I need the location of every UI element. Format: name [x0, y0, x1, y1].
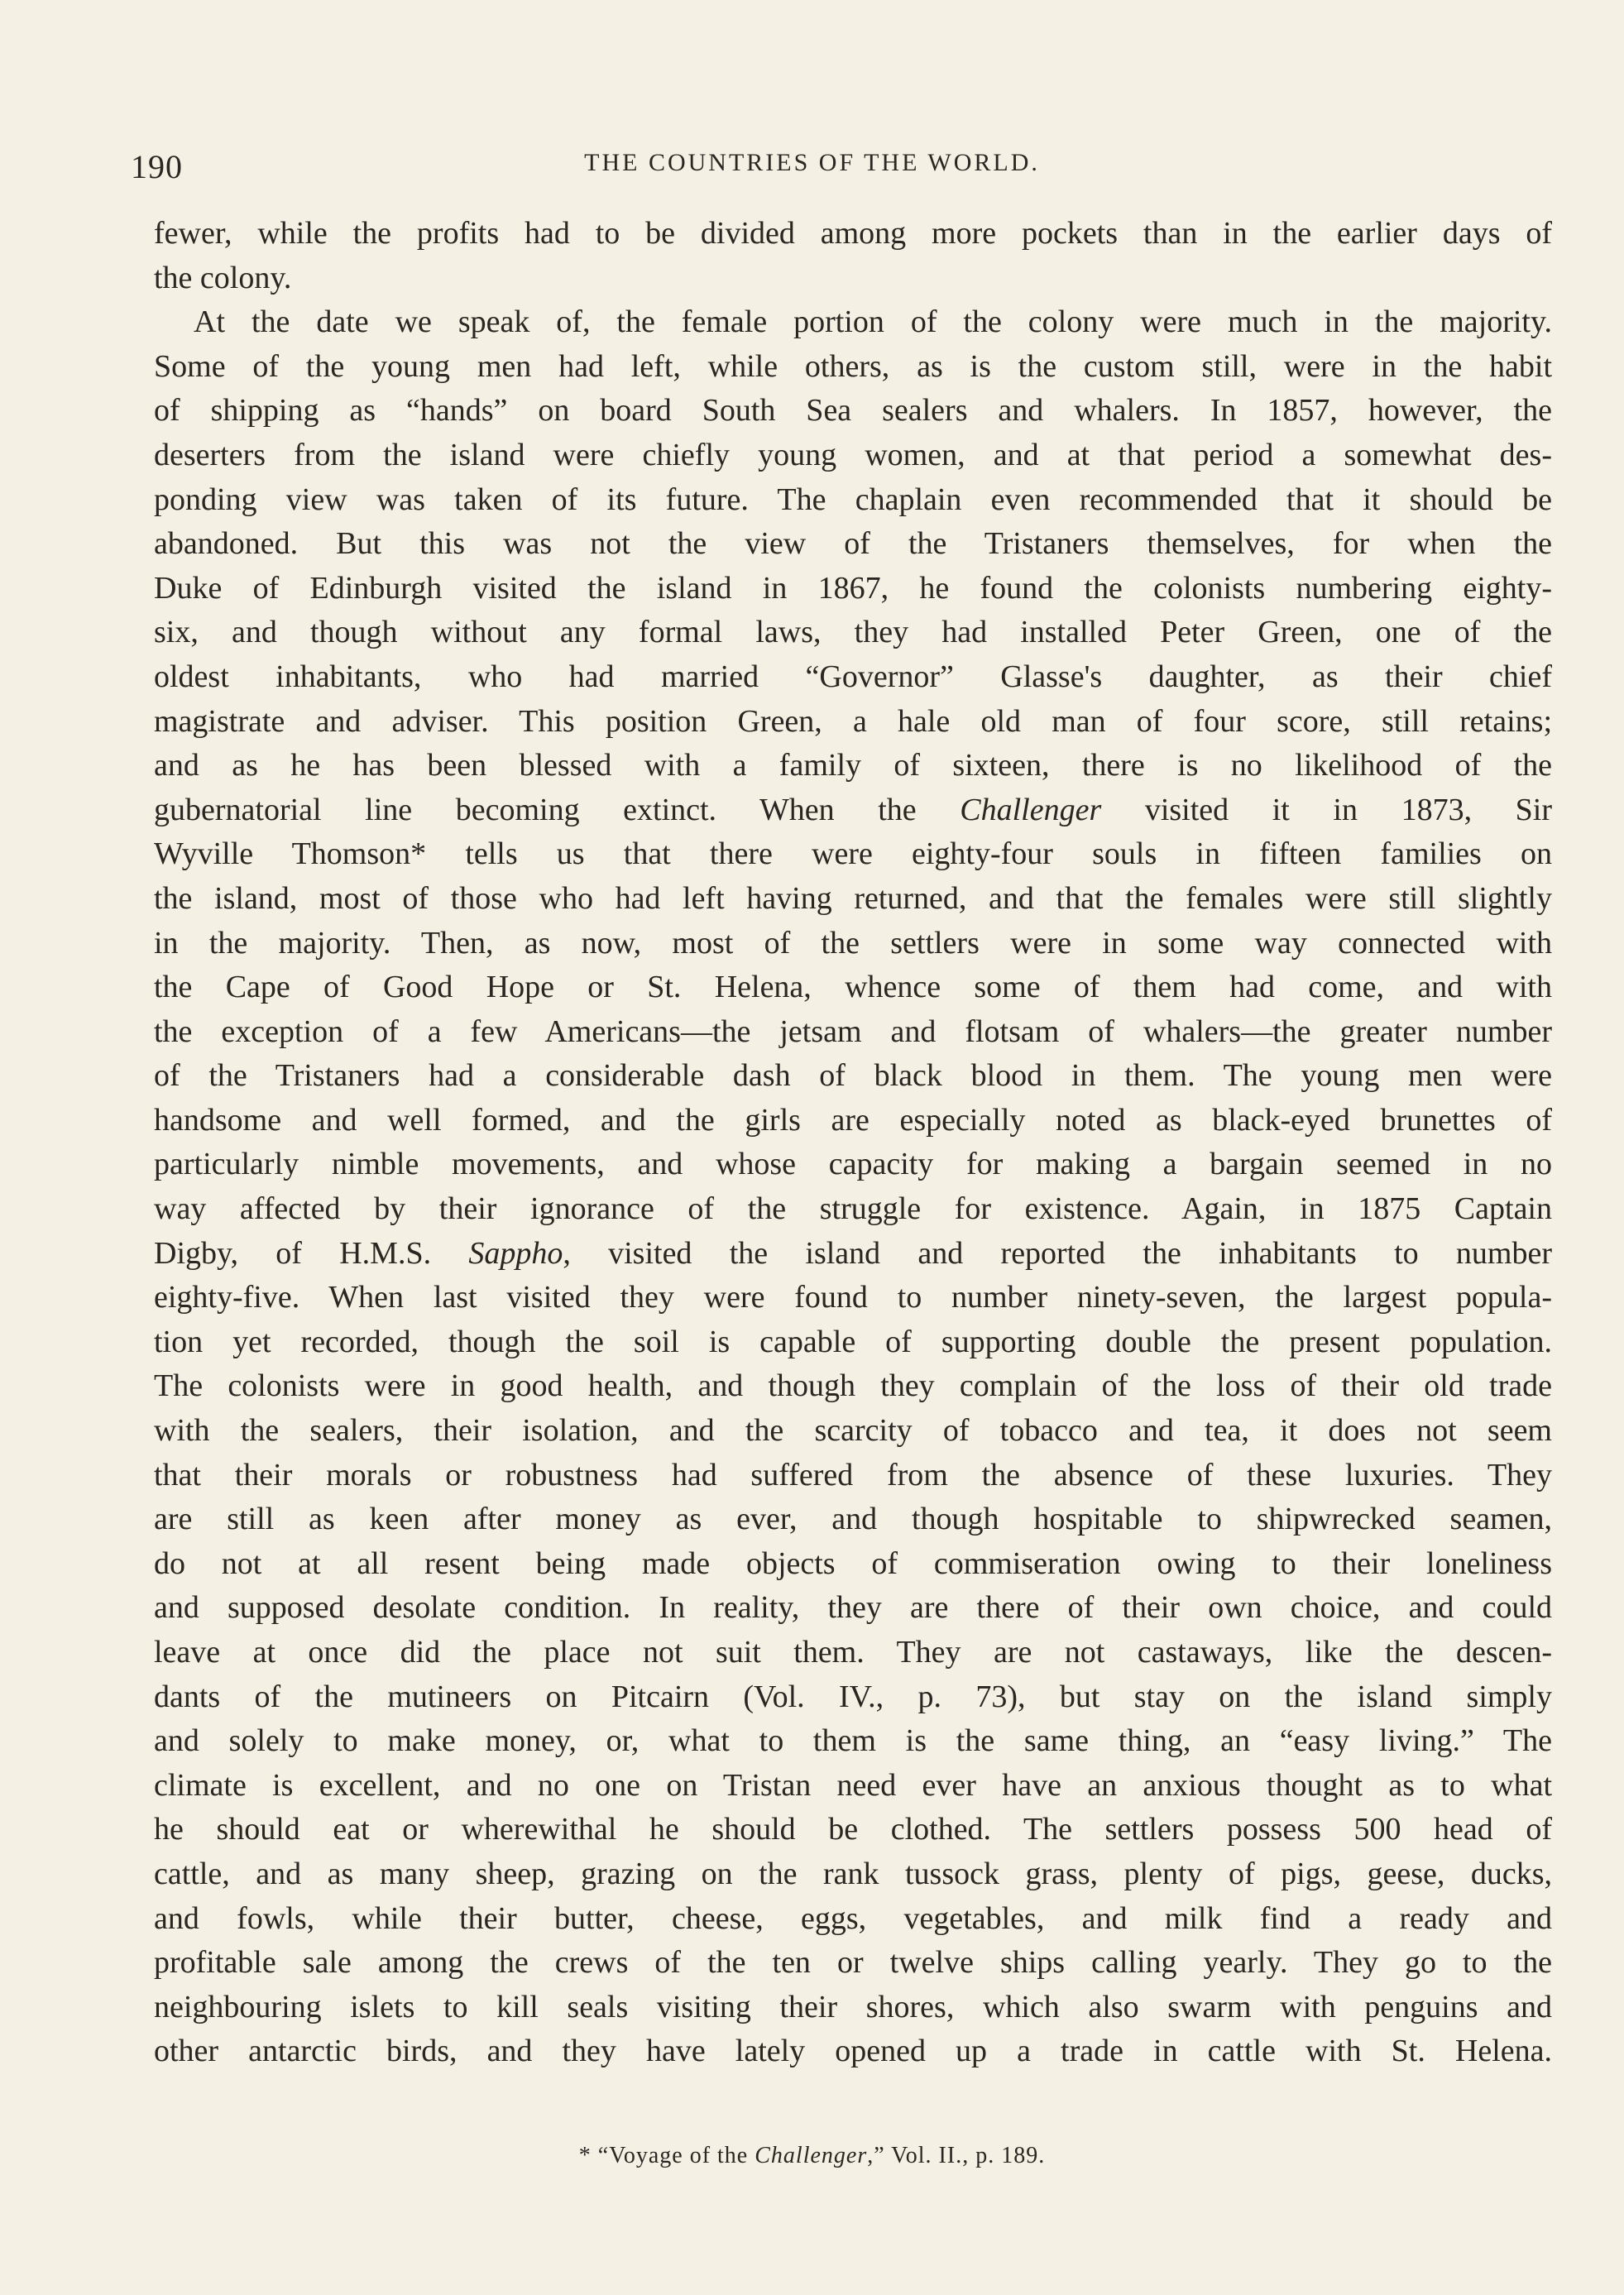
text-line: and supposed desolate condition. In reality, they are there of their own choice, and could — [154, 1590, 1552, 1626]
text-line: dants of the mutineers on Pitcairn (Vol. IV., p. 73), but stay on the island simply — [154, 1679, 1552, 1714]
text-line: magistrate and adviser. This position Green, a hale old man of four score, still retains; — [154, 703, 1552, 739]
text-line: handsome and well formed, and the girls are especially noted as black-eyed brunettes of — [154, 1102, 1552, 1138]
text-line: climate is excellent, and no one on Tristan need ever have an anxious thought as to what — [154, 1767, 1552, 1803]
text-line: the Cape of Good Hope or St. Helena, whence some of them had come, and with — [154, 970, 1552, 1005]
text-line: Digby, of H.M.S. Sappho, visited the island and reported the inhabitants to number — [154, 1235, 1552, 1271]
text-line: oldest inhabitants, who had married “Governor” Glasse's daughter, as their chief — [154, 659, 1552, 694]
text-line: six, and though without any formal laws, they had installed Peter Green, one of the — [154, 615, 1552, 650]
text-line: that their morals or robustness had suffered from the absence of these luxuries. They — [154, 1457, 1552, 1492]
text-line: the colony. — [154, 260, 292, 295]
text-line: Some of the young men had left, while others, as is the custom still, were in the habit — [154, 348, 1552, 384]
text-line: neighbouring islets to kill seals visiting their shores, which also swarm with penguins and — [154, 1989, 1552, 2024]
text-line: fewer, while the profits had to be divided among more pockets than in the earlier days of — [154, 216, 1552, 251]
text-line: of shipping as “hands” on board South Sea sealers and whalers. In 1857, however, the — [154, 393, 1552, 429]
text-line: Wyville Thomson* tells us that there were eighty-four souls in fifteen families on — [154, 836, 1552, 872]
text-line: The colonists were in good health, and though they complain of the loss of their old trade — [154, 1368, 1552, 1404]
text-line: and solely to make money, or, what to them is the same thing, an “easy living.” The — [154, 1723, 1552, 1759]
text-line: leave at once did the place not suit them. They are not castaways, like the descen- — [154, 1635, 1552, 1670]
text-line: abandoned. But this was not the view of the Tristaners themselves, for when the — [154, 526, 1552, 562]
text-line: the exception of a few Americans—the jetsam and flotsam of whalers—the greater number — [154, 1013, 1552, 1049]
text-line: cattle, and as many sheep, grazing on the rank tussock grass, plenty of pigs, geese, ducks, — [154, 1856, 1552, 1891]
running-title: THE COUNTRIES OF THE WORLD. — [584, 149, 1040, 176]
text-line: gubernatorial line becoming extinct. When the Challenger visited it in 1873, Sir — [154, 792, 1552, 827]
text-line: At the date we speak of, the female portion of the colony were much in the majority. — [194, 304, 1552, 340]
text-line: and fowls, while their butter, cheese, eggs, vegetables, and milk find a ready and — [154, 1900, 1552, 1936]
text-line: deserters from the island were chiefly young women, and at that period a somewhat des- — [154, 437, 1552, 472]
footnote: * “Voyage of the Challenger,” Vol. II., p. 189. — [578, 2143, 1046, 2168]
text-line: other antarctic birds, and they have lately opened up a trade in cattle with St. Helena. — [154, 2034, 1552, 2069]
text-line: tion yet recorded, though the soil is capable of supporting double the present population. — [154, 1324, 1552, 1359]
page-number: 190 — [131, 148, 183, 185]
body-text — [154, 212, 1552, 2074]
text-line: ponding view was taken of its future. The chaplain even recommended that it should be — [154, 482, 1552, 517]
text-line: are still as keen after money as ever, and though hospitable to shipwrecked seamen, — [154, 1502, 1552, 1537]
text-line: Duke of Edinburgh visited the island in 1867, he found the colonists numbering eighty- — [154, 570, 1552, 606]
text-line: he should eat or wherewithal he should be clothed. The settlers possess 500 head of — [154, 1812, 1552, 1847]
text-line: profitable sale among the crews of the ten or twelve ships calling yearly. They go to the — [154, 1945, 1552, 1981]
text-line: eighty-five. When last visited they were found to number ninety-seven, the largest popula- — [154, 1280, 1552, 1315]
text-line: the island, most of those who had left having returned, and that the females were still slightly — [154, 880, 1552, 916]
page-header — [0, 147, 1624, 189]
text-line: particularly nimble movements, and whose capacity for making a bargain seemed in no — [154, 1147, 1552, 1182]
text-line: with the sealers, their isolation, and the scarcity of tobacco and tea, it does not seem — [154, 1413, 1552, 1449]
text-line: in the majority. Then, as now, most of the settlers were in some way connected with — [154, 925, 1552, 961]
text-line: and as he has been blessed with a family of sixteen, there is no likelihood of the — [154, 748, 1552, 783]
text-line: of the Tristaners had a considerable dash of black blood in them. The young men were — [154, 1058, 1552, 1094]
text-line: do not at all resent being made objects of commiseration owing to their loneliness — [154, 1545, 1552, 1581]
text-line: way affected by their ignorance of the struggle for existence. Again, in 1875 Captain — [154, 1191, 1552, 1227]
